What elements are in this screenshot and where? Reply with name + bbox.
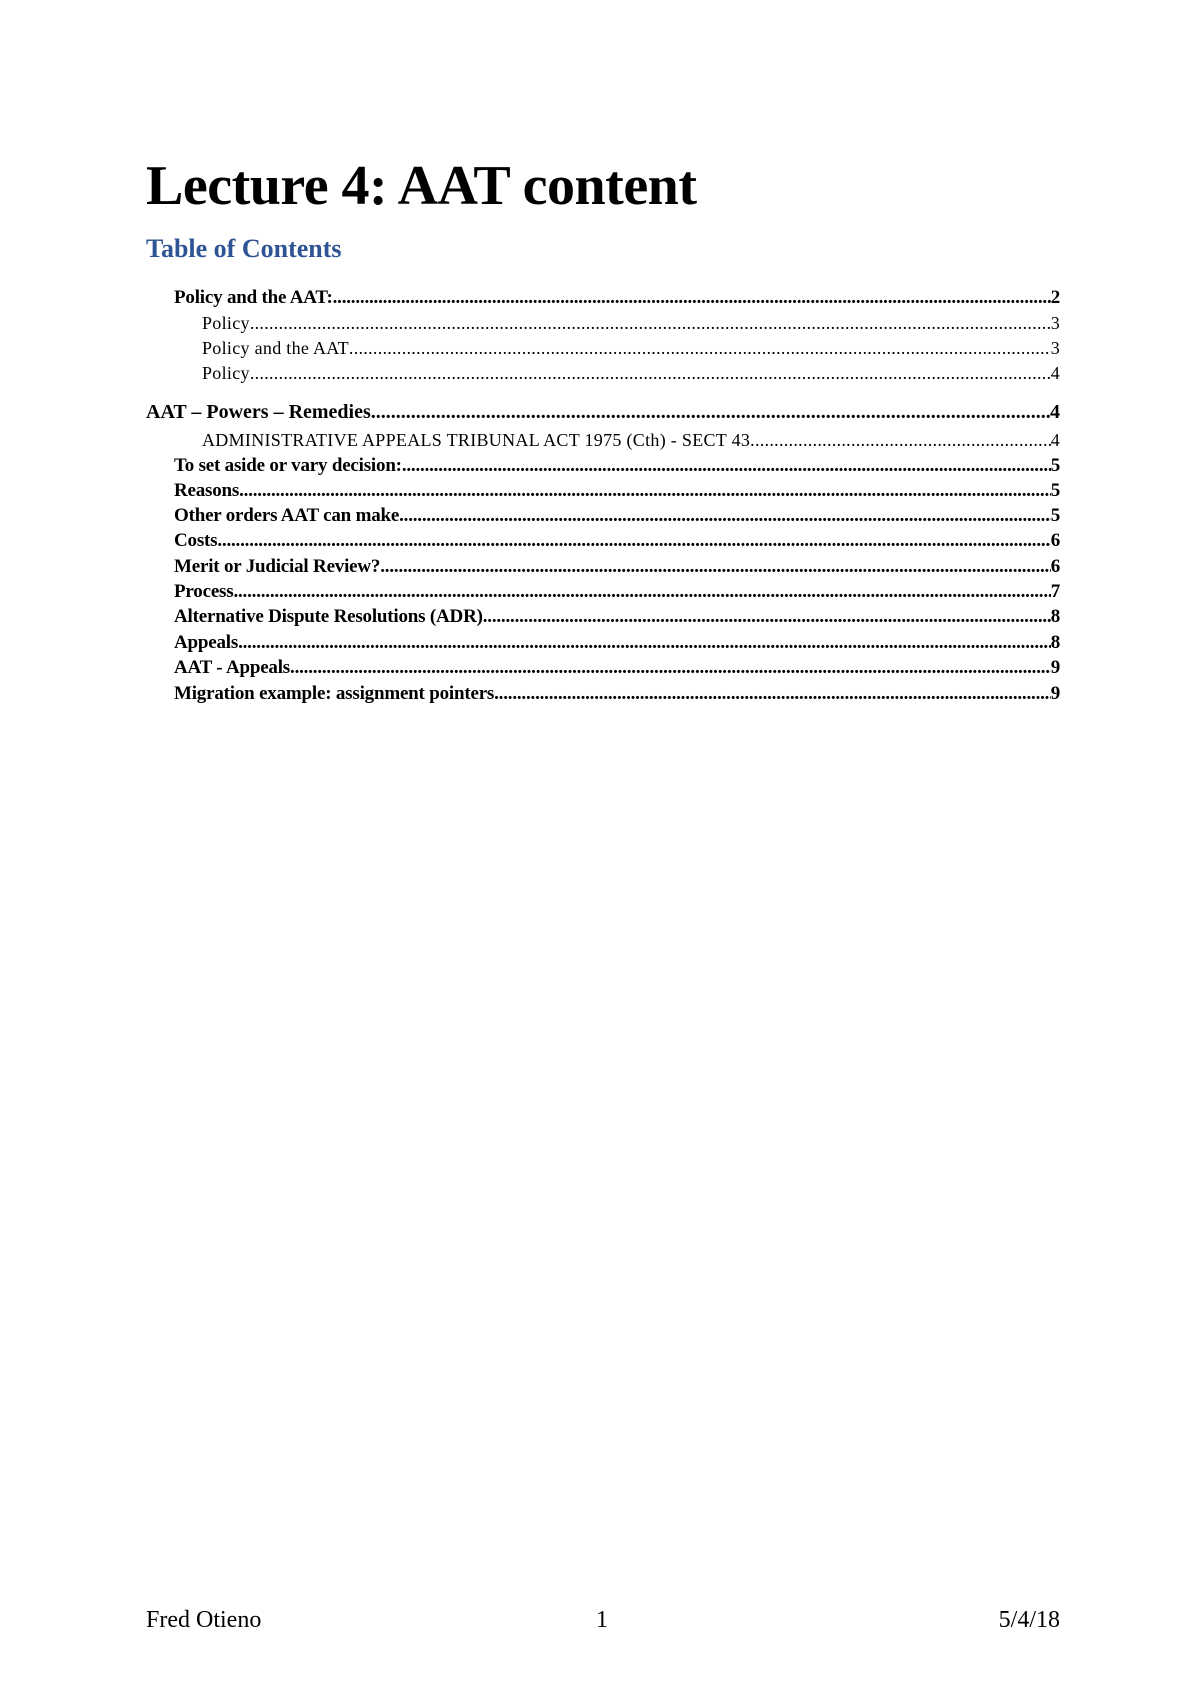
toc-entry-page: 8 <box>1050 632 1060 653</box>
toc-entry-label: Alternative Dispute Resolutions (ADR) <box>174 606 483 627</box>
toc-entry[interactable] <box>174 479 1060 503</box>
toc-dot-leader <box>750 428 1051 452</box>
toc-dot-leader <box>494 682 1051 706</box>
table-of-contents <box>146 0 1060 760</box>
toc-entry-page: 6 <box>1050 530 1060 551</box>
footer-author: Fred Otieno <box>146 1607 262 1633</box>
toc-dot-leader <box>402 454 1051 478</box>
toc-entry-page: 3 <box>1050 338 1060 358</box>
toc-entry[interactable] <box>174 555 1060 579</box>
toc-entry-page: 8 <box>1050 606 1060 627</box>
toc-dot-leader <box>399 504 1051 528</box>
toc-entry-page: 3 <box>1050 313 1060 333</box>
toc-entry-page: 2 <box>1050 287 1060 308</box>
toc-entry[interactable] <box>174 529 1060 553</box>
toc-dot-leader <box>333 286 1051 310</box>
toc-entry[interactable] <box>174 286 1060 310</box>
toc-entry-page: 4 <box>1050 401 1060 423</box>
footer-date: 5/4/18 <box>998 1607 1060 1633</box>
toc-entry-label: Process <box>174 581 234 602</box>
toc-entry[interactable] <box>174 656 1060 680</box>
toc-entry-label: To set aside or vary decision: <box>174 455 402 476</box>
toc-entry-page: 4 <box>1050 363 1060 383</box>
toc-entry-label: ADMINISTRATIVE APPEALS TRIBUNAL ACT 1975 (Cth) - SECT 43 <box>202 430 751 450</box>
toc-entry-label: Merit or Judicial Review? <box>174 556 381 577</box>
toc-entry-page: 6 <box>1050 556 1060 577</box>
toc-entry-page: 9 <box>1050 683 1060 704</box>
toc-entry[interactable] <box>202 428 1060 452</box>
toc-entry[interactable] <box>174 580 1060 604</box>
toc-entry-page: 9 <box>1050 657 1060 678</box>
toc-entry[interactable] <box>174 605 1060 629</box>
toc-entry-label: Costs <box>174 530 218 551</box>
toc-dot-leader <box>349 336 1051 360</box>
toc-dot-leader <box>239 479 1051 503</box>
toc-entry-page: 7 <box>1050 581 1060 602</box>
toc-dot-leader <box>371 400 1050 424</box>
footer-page-number: 1 <box>596 1607 608 1633</box>
toc-dot-leader <box>233 580 1050 604</box>
toc-entry[interactable] <box>174 504 1060 528</box>
toc-entry-label: AAT - Appeals <box>174 657 291 678</box>
toc-entry[interactable] <box>174 682 1060 706</box>
toc-entry-page: 5 <box>1050 455 1060 476</box>
toc-entry[interactable] <box>202 311 1060 335</box>
toc-entry[interactable] <box>174 631 1060 655</box>
toc-entry-label: AAT – Powers – Remedies <box>146 401 371 423</box>
toc-entry-label: Appeals <box>174 632 239 653</box>
toc-entry-page: 5 <box>1050 505 1060 526</box>
toc-entry-label: Other orders AAT can make <box>174 505 400 526</box>
toc-entry-label: Reasons <box>174 480 240 501</box>
toc-entry[interactable] <box>202 336 1060 360</box>
toc-entry[interactable] <box>146 400 1060 424</box>
toc-dot-leader <box>250 361 1051 385</box>
toc-dot-leader <box>290 656 1051 680</box>
toc-dot-leader <box>238 631 1051 655</box>
toc-dot-leader <box>217 529 1050 553</box>
toc-entry-label: Policy <box>202 313 250 333</box>
toc-entry-page: 5 <box>1050 480 1060 501</box>
toc-entry-label: Policy and the AAT: <box>174 287 333 308</box>
document-title: Lecture 4: AAT content <box>146 155 697 217</box>
toc-dot-leader <box>380 555 1050 579</box>
toc-heading: Table of Contents <box>146 234 342 263</box>
toc-entry-page: 4 <box>1050 430 1060 450</box>
toc-entry-label: Migration example: assignment pointers <box>174 683 495 704</box>
toc-entry-label: Policy and the AAT <box>202 338 349 358</box>
toc-dot-leader <box>483 605 1051 629</box>
toc-dot-leader <box>250 311 1051 335</box>
toc-entry[interactable] <box>202 361 1060 385</box>
toc-entry[interactable] <box>174 454 1060 478</box>
toc-entry-label: Policy <box>202 363 250 383</box>
